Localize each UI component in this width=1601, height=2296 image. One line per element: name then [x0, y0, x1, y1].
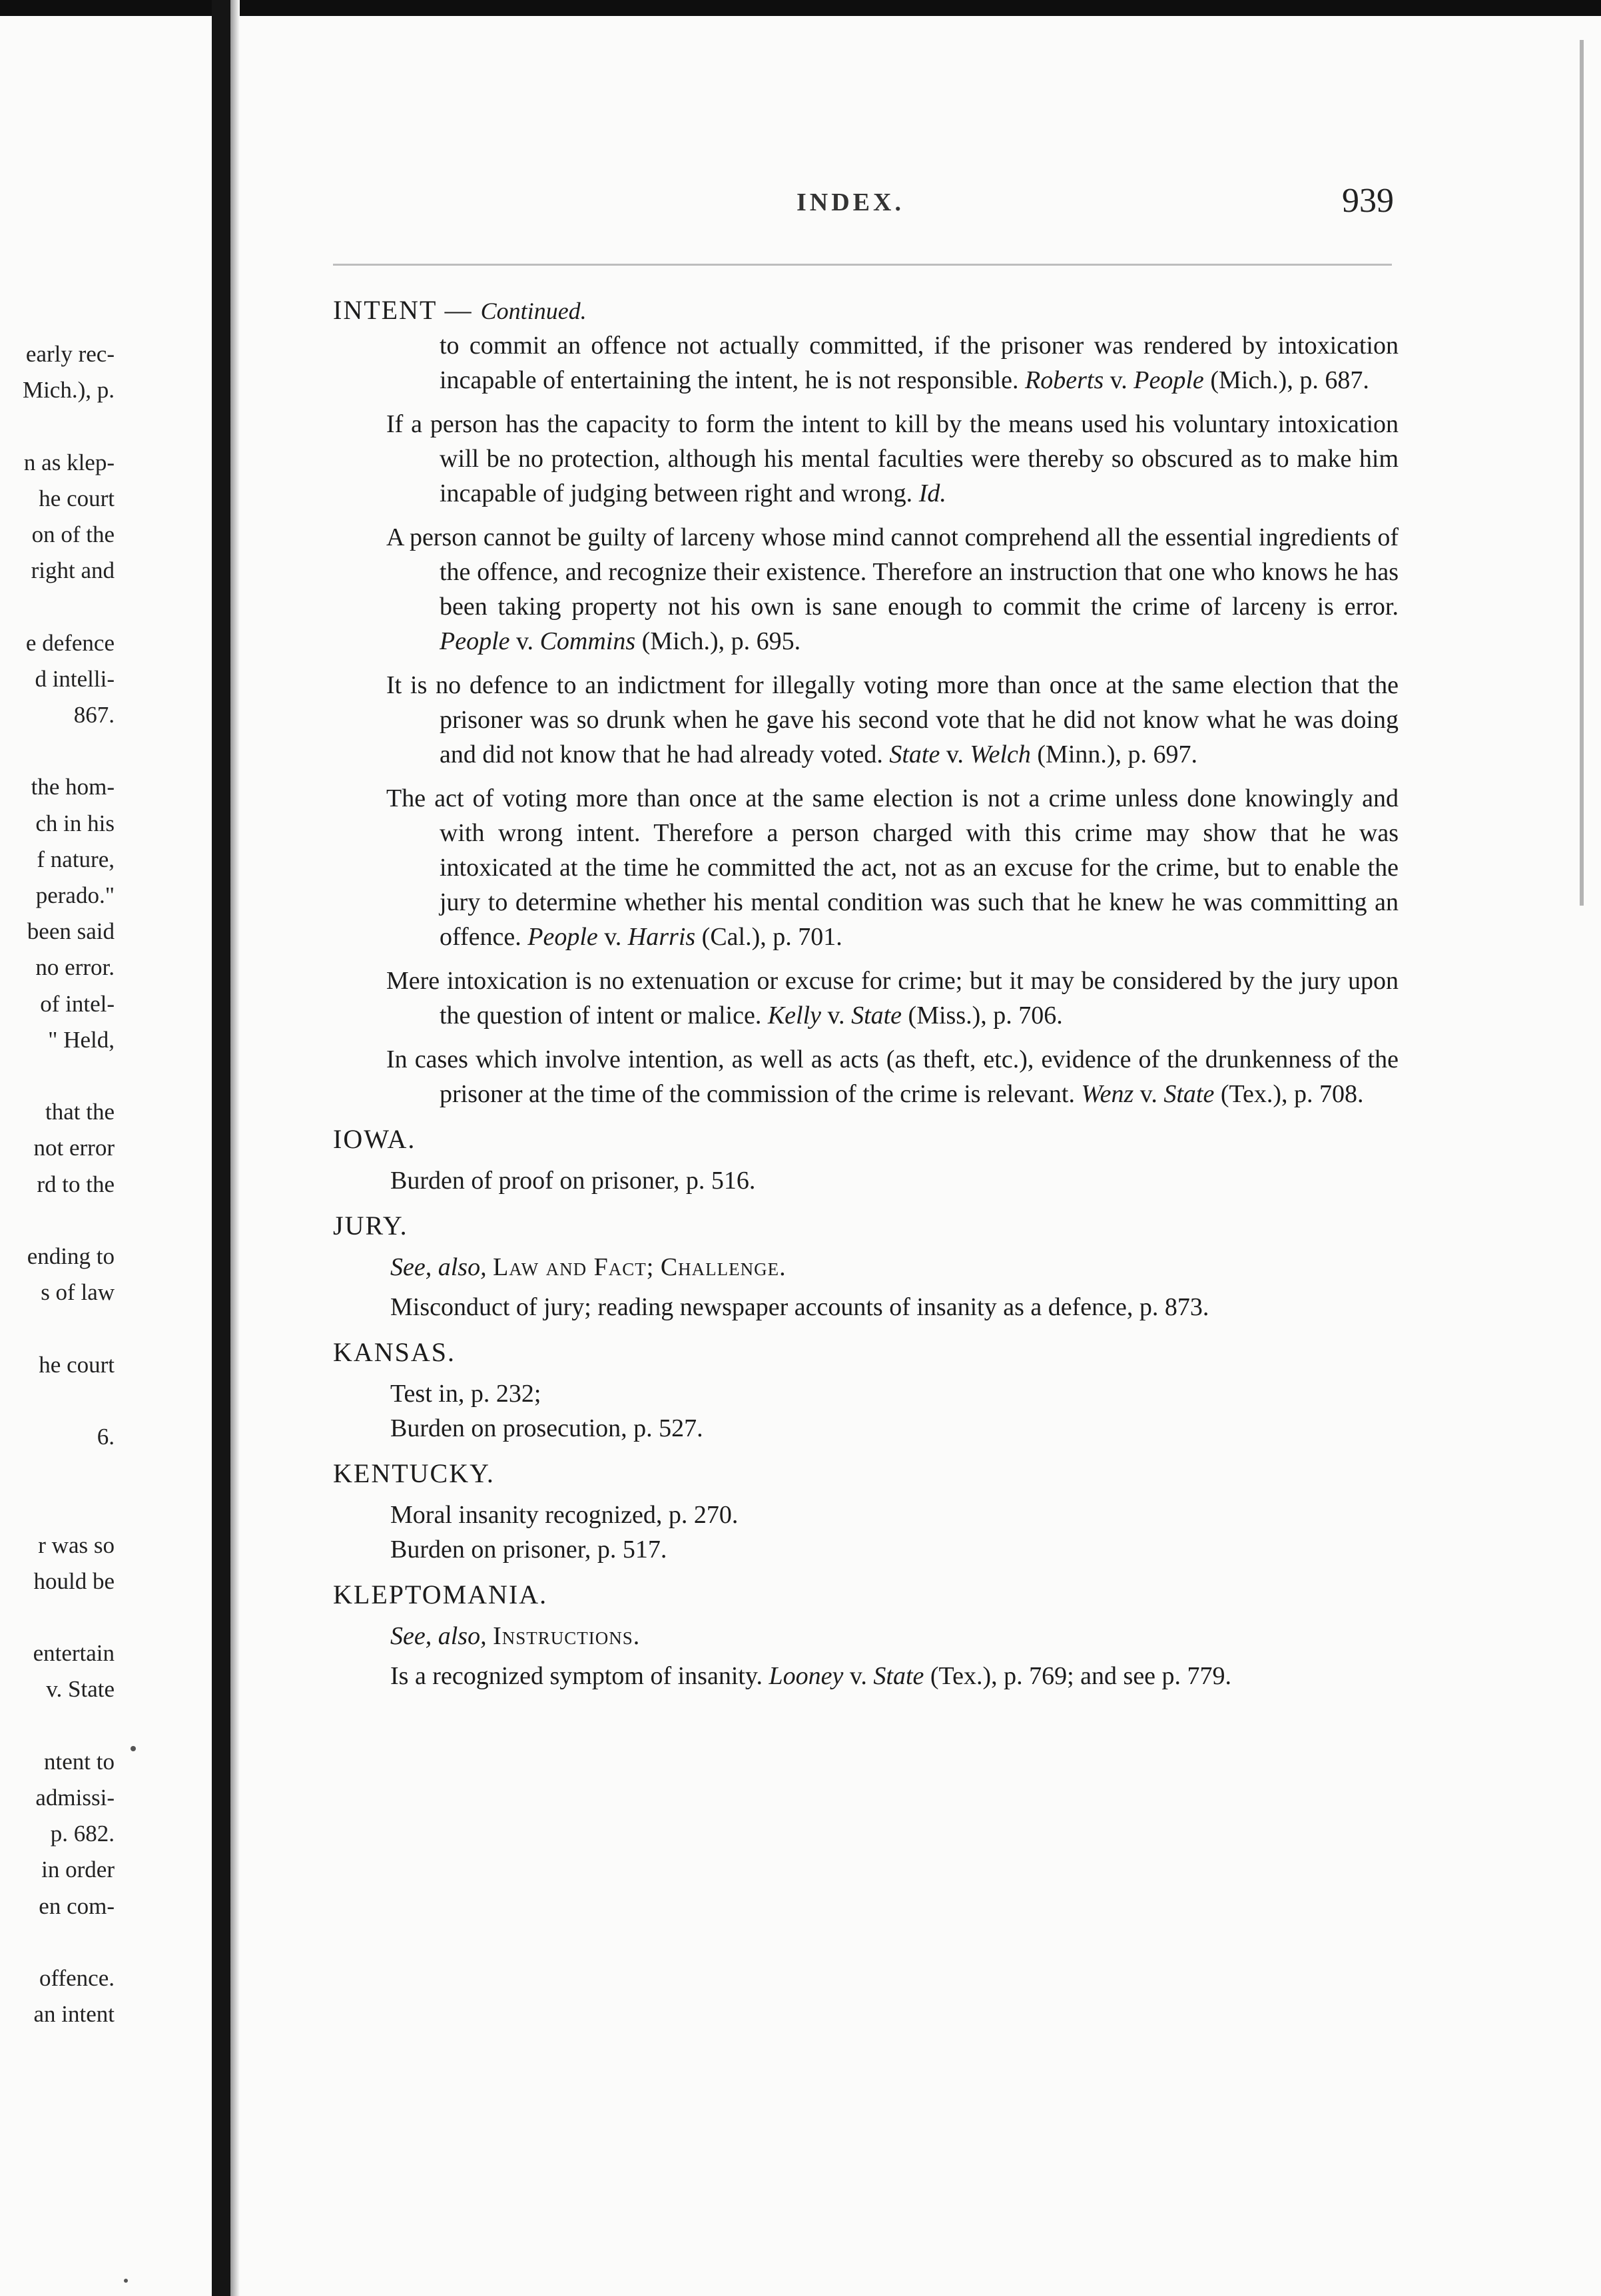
index-entry: A person cannot be guilty of larceny whose mind cannot comprehend all the essential ingredients of the offence, and recognize their existence. Therefore an instruction that one who knows he has been taking property not his own is sane enough to commit the crime of larceny is error. People v. Commins (Mich.), p. 695.	[386, 523, 1399, 655]
facing-page-line: the hom-	[31, 774, 115, 800]
facing-page-line: no error.	[35, 954, 115, 981]
index-heading-iowa: IOWA.	[333, 1124, 416, 1154]
facing-page-line: admissi-	[35, 1785, 115, 1811]
facing-page-line: he court	[39, 485, 115, 511]
scan-top-border	[0, 0, 1601, 16]
facing-page-line: not error	[33, 1135, 115, 1161]
scan-speck	[131, 1746, 136, 1751]
index-heading-jury: JURY.	[333, 1211, 408, 1241]
facing-page-line: that the	[45, 1099, 115, 1125]
facing-page-line: p. 682.	[50, 1821, 115, 1847]
facing-page-line: early rec-	[25, 341, 115, 367]
facing-page-line: ending to	[27, 1243, 115, 1269]
index-entry: Test in, p. 232;	[390, 1380, 541, 1408]
page-edge-mark	[1580, 40, 1584, 906]
facing-page-line: of intel-	[40, 990, 115, 1017]
index-heading-kentucky: KENTUCKY.	[333, 1458, 495, 1488]
facing-page-line: an intent	[33, 2001, 115, 2028]
index-entry: If a person has the capacity to form the intent to kill by the means used his voluntary intoxication will be no protection, although his mental faculties were thereby so obscured as to make him incapable of judging between right and wrong. Id.	[386, 410, 1399, 507]
index-entry: In cases which involve intention, as well as acts (as theft, etc.), evidence of the drunkenness of the prisoner at the time of the commission of the crime is relevant. Wenz v. State (Tex.), p. 708.	[386, 1045, 1399, 1108]
index-entry: The act of voting more than once at the same election is not a crime unless done knowingly and with wrong intent. Therefore a person charged with this crime may show that he was intoxicated at the time he committed the act, not as an excuse for the crime, but to enable the jury to determine whether his mental condition was such that he knew he was committing an offence. People v. Harris (Cal.), p. 701.	[386, 784, 1399, 951]
facing-page-line: right and	[31, 557, 115, 584]
facing-page-line: s of law	[41, 1279, 115, 1306]
facing-page-line: ch in his	[35, 810, 115, 836]
index-entry: to commit an offence not actually committed, if the prisoner was rendered by intoxication incapable of entertaining the intent, he is not responsible. Roberts v. People (Mich.), p. 687.	[440, 332, 1399, 394]
index-entry: Burden on prisoner, p. 517.	[390, 1536, 667, 1564]
facing-page-line: he court	[39, 1351, 115, 1378]
page-number: 939	[1342, 182, 1394, 220]
facing-page-line: Mich.), p.	[22, 377, 115, 404]
facing-page-line: rd to the	[37, 1171, 115, 1197]
index-heading-kansas: KANSAS.	[333, 1337, 456, 1367]
facing-page-line: v. State	[46, 1676, 115, 1703]
gutter-shadow	[230, 0, 240, 2296]
see-also-reference: See, also, Law and Fact; Challenge.	[390, 1253, 787, 1281]
index-entry: Is a recognized symptom of insanity. Looney v. State (Tex.), p. 769; and see p. 779.	[390, 1662, 1232, 1690]
scan-speck	[124, 2279, 128, 2283]
facing-page-line: r was so	[38, 1532, 115, 1558]
book-gutter	[212, 0, 230, 2296]
index-heading-intent: INTENT — Continued.	[333, 295, 587, 325]
facing-page-line: on of the	[31, 521, 115, 547]
facing-page-line: hould be	[33, 1568, 115, 1594]
facing-page-line: en com-	[39, 1892, 115, 1919]
index-body	[333, 293, 1399, 1693]
facing-page-line: f nature,	[37, 846, 115, 872]
facing-page-line: " Held,	[48, 1026, 115, 1053]
index-entry: It is no defence to an indictment for illegally voting more than once at the same election that the prisoner was so drunk when he gave his second vote that he did not know what he was doing and did not know that he had already voted. State v. Welch (Minn.), p. 697.	[386, 671, 1399, 768]
index-entry: Moral insanity recognized, p. 270.	[390, 1501, 739, 1529]
facing-page-fragment	[0, 0, 212, 2296]
facing-page-line: 867.	[73, 702, 115, 728]
index-entry: Mere intoxication is no extenuation or excuse for crime; but it may be considered by the jury upon the question of intent or malice. Kelly v. State (Miss.), p. 706.	[386, 967, 1399, 1029]
index-entry: Misconduct of jury; reading newspaper accounts of insanity as a defence, p. 873.	[390, 1293, 1209, 1321]
facing-page-line: d intelli-	[35, 665, 115, 692]
facing-page-line: ntent to	[44, 1748, 115, 1775]
index-entry: Burden on prosecution, p. 527.	[390, 1414, 703, 1442]
index-entry: Burden of proof on prisoner, p. 516.	[390, 1167, 756, 1195]
facing-page-line: n as klep-	[23, 449, 115, 475]
running-head: INDEX.	[797, 188, 904, 216]
see-also-reference: See, also, Instructions.	[390, 1622, 641, 1650]
facing-page-line: in order	[41, 1857, 115, 1883]
facing-page-line: e defence	[25, 629, 115, 656]
facing-page-line: perado."	[35, 882, 115, 908]
header-rule	[333, 264, 1392, 266]
facing-page-line: offence.	[39, 1965, 115, 1991]
facing-page-line: been said	[27, 918, 115, 945]
facing-page-line: 6.	[97, 1424, 115, 1450]
index-heading-kleptomania: KLEPTOMANIA.	[333, 1579, 548, 1609]
facing-page-line: entertain	[33, 1640, 115, 1667]
